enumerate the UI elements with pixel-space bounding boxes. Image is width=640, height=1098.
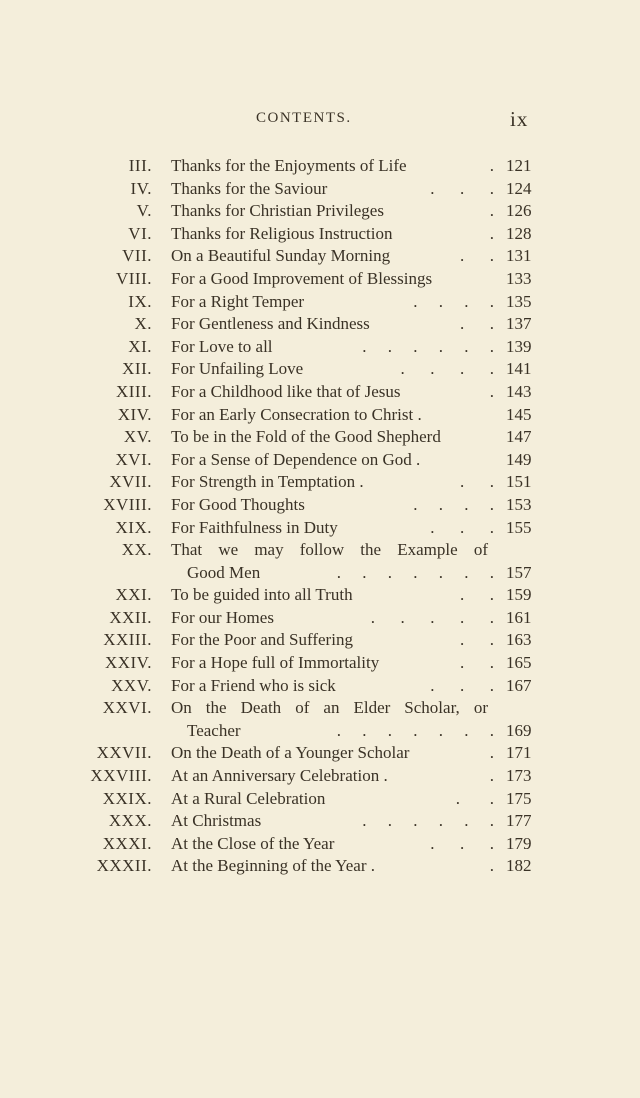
chapter-title: For an Early Consecration to Christ . xyxy=(171,404,422,424)
chapter-numeral: XXXII. xyxy=(96,856,152,876)
chapter-title: For Faithfulness in Duty xyxy=(171,517,338,537)
page-number: 128 xyxy=(506,223,532,243)
toc-entry xyxy=(0,676,640,699)
chapter-title: For the Poor and Suffering xyxy=(171,630,353,650)
page-number: 147 xyxy=(506,427,532,447)
chapter-numeral: XXIV. xyxy=(104,653,152,673)
leader-dots: . xyxy=(489,223,494,243)
chapter-numeral: XXIII. xyxy=(103,630,152,650)
page-number: 126 xyxy=(506,201,532,221)
chapter-title: That we may follow the Example of xyxy=(171,540,488,560)
toc-entry xyxy=(0,269,640,292)
page-number: 124 xyxy=(506,178,532,198)
toc-entry xyxy=(0,856,640,879)
toc-entry xyxy=(0,698,640,721)
leader-dots: . . xyxy=(460,585,494,605)
chapter-numeral: XIX. xyxy=(115,517,152,537)
chapter-title: For Strength in Temptation . xyxy=(171,472,364,492)
chapter-title: For a Friend who is sick xyxy=(171,675,336,695)
toc-entry xyxy=(0,292,640,315)
leader-dots: . . . xyxy=(430,178,494,198)
chapter-title: Good Men xyxy=(187,562,261,582)
toc-entry xyxy=(0,630,640,653)
chapter-numeral: XXVI. xyxy=(102,698,152,718)
chapter-title: For a Right Temper xyxy=(171,291,305,311)
chapter-title: Thanks for the Saviour xyxy=(171,178,328,198)
chapter-title: At the Beginning of the Year . xyxy=(171,856,375,876)
chapter-numeral: XII. xyxy=(122,359,152,379)
toc-entry xyxy=(0,495,640,518)
chapter-numeral: XVIII. xyxy=(103,494,152,514)
chapter-numeral: XV. xyxy=(123,427,152,447)
chapter-title: For a Good Improvement of Blessings xyxy=(171,268,433,288)
leader-dots: . . . . . . xyxy=(362,811,494,831)
leader-dots: . . xyxy=(460,314,494,334)
page-number: 182 xyxy=(506,856,532,876)
leader-dots: . xyxy=(489,381,494,401)
leader-dots: . xyxy=(489,743,494,763)
page-number: 121 xyxy=(506,156,532,175)
toc-entry xyxy=(0,314,640,337)
chapter-title: At Christmas xyxy=(171,811,262,831)
page-number: 153 xyxy=(506,494,532,514)
page-number: 137 xyxy=(506,314,532,334)
toc-entry xyxy=(0,834,640,857)
page-number: 173 xyxy=(506,766,532,786)
leader-dots: . . xyxy=(460,653,494,673)
leader-dots: . . . . . . . xyxy=(336,562,494,582)
page-numeral: ix xyxy=(510,107,529,131)
chapter-title: For Gentleness and Kindness xyxy=(171,314,370,334)
leader-dots: . . . . xyxy=(413,291,494,311)
toc-entry xyxy=(0,405,640,428)
toc-entry xyxy=(0,518,640,541)
toc-entry xyxy=(0,540,640,563)
page-number: 177 xyxy=(506,811,532,831)
page-number: 157 xyxy=(506,562,532,582)
toc-entry xyxy=(0,472,640,495)
chapter-numeral: IV. xyxy=(130,178,152,198)
page-number: 175 xyxy=(506,788,532,808)
chapter-numeral: XXII. xyxy=(109,607,152,627)
page-number: 167 xyxy=(506,675,532,695)
chapter-title: At an Anniversary Celebration . xyxy=(171,766,388,786)
leader-dots: . . . xyxy=(430,675,494,695)
page-number: 171 xyxy=(506,743,532,763)
toc-entry xyxy=(0,608,640,631)
chapter-numeral: V. xyxy=(136,201,152,221)
running-head-title: CONTENTS. xyxy=(256,110,352,126)
toc-entry xyxy=(0,179,640,202)
toc-entry xyxy=(0,382,640,405)
chapter-numeral: XI. xyxy=(128,336,152,356)
chapter-numeral: XXVIII. xyxy=(90,766,152,786)
toc-entry xyxy=(0,337,640,360)
leader-dots: . xyxy=(489,201,494,221)
chapter-title: For a Sense of Dependence on God . xyxy=(171,449,421,469)
page-number: 169 xyxy=(506,720,532,740)
toc-entry xyxy=(0,563,640,586)
chapter-title: For a Childhood like that of Jesus xyxy=(171,381,401,401)
chapter-numeral: XXV. xyxy=(111,675,152,695)
leader-dots: . . xyxy=(460,472,494,492)
page-number: 131 xyxy=(506,246,532,266)
toc-entry xyxy=(0,156,640,179)
page-number: 179 xyxy=(506,833,532,853)
chapter-title: Teacher xyxy=(187,720,241,740)
page-number: 163 xyxy=(506,630,532,650)
toc-entry xyxy=(0,201,640,224)
leader-dots: . xyxy=(489,766,494,786)
page-number: 135 xyxy=(506,291,532,311)
page-number: 165 xyxy=(506,653,532,673)
table-of-contents xyxy=(0,156,640,879)
page-number: 139 xyxy=(506,336,532,356)
toc-entry xyxy=(0,789,640,812)
chapter-numeral: IX. xyxy=(128,291,152,311)
page-number: 155 xyxy=(506,517,532,537)
chapter-title: On a Beautiful Sunday Morning xyxy=(171,246,391,266)
page-number: 149 xyxy=(506,449,532,469)
page-number: 143 xyxy=(506,381,532,401)
leader-dots: . . . . xyxy=(413,494,494,514)
toc-entry xyxy=(0,766,640,789)
page-number: 141 xyxy=(506,359,532,379)
chapter-title: Thanks for Christian Privileges xyxy=(171,201,384,221)
chapter-numeral: XIV. xyxy=(117,404,152,424)
toc-entry xyxy=(0,246,640,269)
leader-dots: . . . . xyxy=(400,359,494,379)
chapter-numeral: VI. xyxy=(128,223,152,243)
leader-dots: . . . . . . . xyxy=(336,720,494,740)
toc-entry xyxy=(0,811,640,834)
page-number: 151 xyxy=(506,472,532,492)
chapter-title: To be in the Fold of the Good Shepherd xyxy=(171,427,441,447)
chapter-numeral: XXI. xyxy=(115,585,152,605)
chapter-numeral: XXX. xyxy=(108,811,152,831)
toc-entry xyxy=(0,653,640,676)
chapter-numeral: XXIX. xyxy=(102,788,152,808)
leader-dots: . . . . . xyxy=(370,607,494,627)
chapter-title: At the Close of the Year xyxy=(171,833,335,853)
leader-dots: . . xyxy=(460,246,494,266)
leader-dots: . xyxy=(489,156,494,175)
leader-dots: . xyxy=(489,856,494,876)
chapter-numeral: XIII. xyxy=(115,381,152,401)
chapter-title: Thanks for the Enjoyments of Life xyxy=(171,156,407,175)
chapter-numeral: XXXI. xyxy=(102,833,152,853)
toc-entry xyxy=(0,743,640,766)
chapter-title: For Love to all xyxy=(171,336,273,356)
chapter-title: On the Death of a Younger Scholar xyxy=(171,743,410,763)
chapter-numeral: VII. xyxy=(122,246,152,266)
chapter-numeral: X. xyxy=(134,314,152,334)
page-number: 159 xyxy=(506,585,532,605)
toc-entry xyxy=(0,450,640,473)
running-head xyxy=(0,107,640,134)
leader-dots: . . . xyxy=(430,833,494,853)
page-number: 161 xyxy=(506,607,532,627)
chapter-numeral: III. xyxy=(128,156,152,175)
chapter-title: At a Rural Celebration xyxy=(171,788,326,808)
leader-dots: . . xyxy=(455,788,494,808)
toc-entry xyxy=(0,359,640,382)
chapter-numeral: XXVII. xyxy=(96,743,152,763)
leader-dots: . . xyxy=(460,630,494,650)
chapter-numeral: XX. xyxy=(121,540,152,560)
chapter-title: On the Death of an Elder Scholar, or xyxy=(171,698,488,718)
chapter-numeral: XVI. xyxy=(115,449,152,469)
page-number: 145 xyxy=(506,404,532,424)
chapter-numeral: VIII. xyxy=(115,268,152,288)
chapter-title: For Unfailing Love xyxy=(171,359,304,379)
leader-dots: . . . xyxy=(430,517,494,537)
chapter-title: For a Hope full of Immortality xyxy=(171,653,380,673)
page-number: 133 xyxy=(506,268,532,288)
chapter-numeral: XVII. xyxy=(109,472,152,492)
chapter-title: Thanks for Religious Instruction xyxy=(171,223,393,243)
chapter-title: To be guided into all Truth xyxy=(171,585,353,605)
chapter-title: For Good Thoughts xyxy=(171,494,305,514)
toc-entry xyxy=(0,585,640,608)
toc-entry xyxy=(0,721,640,744)
toc-entry xyxy=(0,427,640,450)
chapter-title: For our Homes xyxy=(171,607,274,627)
leader-dots: . . . . . . xyxy=(362,336,494,356)
toc-entry xyxy=(0,224,640,247)
